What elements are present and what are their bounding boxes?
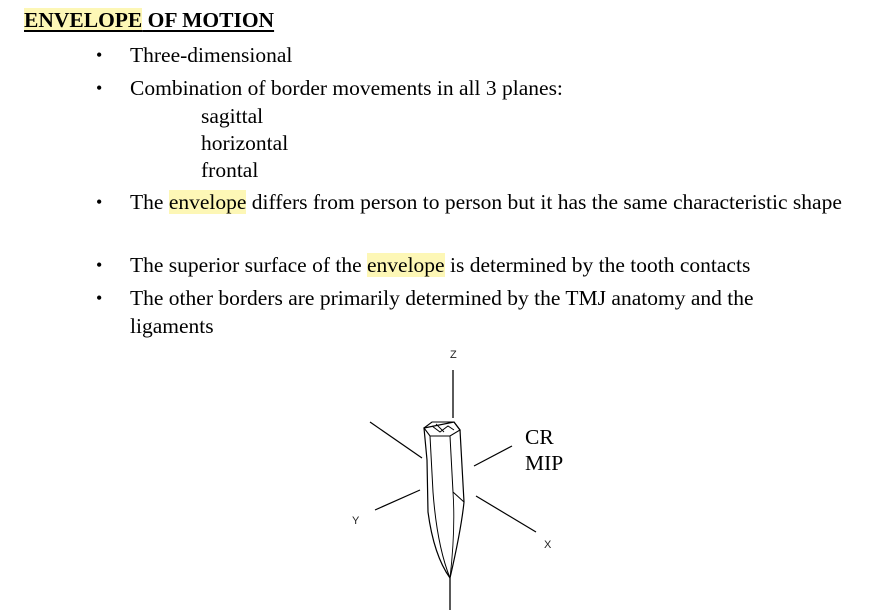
envelope-outline — [424, 422, 464, 578]
bullet-item — [96, 74, 865, 102]
plane-label: sagittal — [201, 104, 264, 128]
plane-item — [0, 129, 400, 157]
axis-upper-right — [474, 446, 512, 466]
cr-label: CR — [525, 425, 554, 449]
bullet-text-before: The — [130, 190, 169, 214]
bullet-dot: • — [96, 45, 103, 65]
bullet-text-after: is determined by the tooth contacts — [444, 253, 751, 277]
bullet-item — [96, 251, 865, 279]
y-axis-label: Y — [352, 515, 360, 527]
x-axis-label: X — [544, 539, 552, 551]
bullet-dot: • — [96, 192, 103, 212]
bullet-text-after: differs from person to person but it has the same characteristic shape — [246, 190, 842, 214]
x-axis — [476, 496, 536, 532]
title-highlighted-word: ENVELOPE — [24, 8, 143, 32]
highlighted-word: envelope — [168, 190, 247, 214]
plane-item — [0, 102, 400, 130]
bullet-dot: • — [96, 78, 103, 98]
z-axis-label: Z — [450, 349, 457, 361]
envelope-diagram — [340, 342, 600, 610]
envelope-of-motion-figure — [340, 342, 600, 610]
plane-label: frontal — [201, 158, 259, 182]
bullet-text: The other borders are primarily determined by the TMJ anatomy and the ligaments — [130, 286, 754, 338]
axis-upper-left — [370, 422, 422, 458]
document-title — [24, 6, 274, 34]
bullet-item — [96, 284, 830, 340]
mip-label: MIP — [525, 451, 564, 475]
bullet-text: Three-dimensional — [130, 43, 293, 67]
bullet-item — [96, 41, 865, 69]
bullet-text: Combination of border movements in all 3 planes: — [130, 76, 563, 100]
bullet-item — [96, 188, 865, 216]
bullet-text-before: The superior surface of the — [130, 253, 367, 277]
bullet-dot: • — [96, 255, 103, 275]
envelope-front-edge — [430, 436, 450, 578]
bullet-dot: • — [96, 288, 103, 308]
y-axis — [375, 490, 420, 510]
plane-item — [0, 156, 400, 184]
title-rest: OF MOTION — [142, 8, 275, 32]
highlighted-word: envelope — [367, 253, 445, 277]
plane-label: horizontal — [201, 131, 289, 155]
